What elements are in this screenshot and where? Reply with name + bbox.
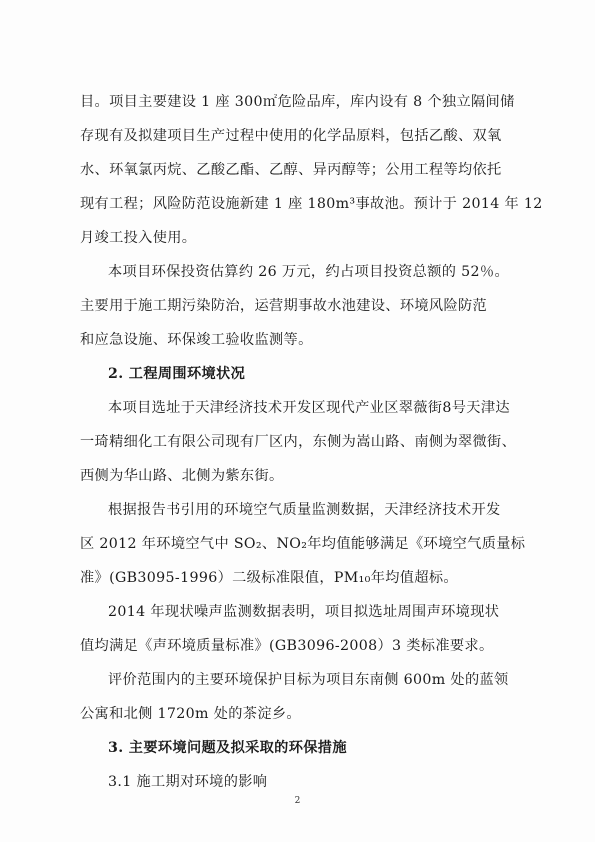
paragraph-line: 存现有及拟建项目生产过程中使用的化学品原料，包括乙酸、双氧 — [80, 128, 502, 144]
paragraph-line: 根据报告书引用的环境空气质量监测数据，天津经济技术开发 — [108, 502, 501, 518]
paragraph-line: 水、环氧氯丙烷、乙酸乙酯、乙醇、异丙醇等；公用工程等均依托 — [80, 162, 502, 178]
paragraph-line: 公寓和北侧 1720m 处的茶淀乡。 — [80, 706, 301, 722]
paragraph-line: 2014 年现状噪声监测数据表明，项目拟选址周围声环境现状 — [108, 604, 500, 620]
paragraph-line: 西侧为华山路、北侧为紫东街。 — [80, 468, 284, 484]
paragraph-line: 评价范围内的主要环境保护目标为项目东南侧 600m 处的蓝领 — [108, 672, 509, 688]
section-heading: 3. 主要环境问题及拟采取的环保措施 — [108, 740, 347, 756]
section-heading: 2. 工程周围环境状况 — [108, 366, 246, 382]
paragraph-line: 目。项目主要建设 1 座 300㎡危险品库，库内设有 8 个独立隔间储 — [80, 94, 515, 110]
paragraph-line: 现有工程；风险防范设施新建 1 座 180m³事故池。预计于 2014 年 12 — [80, 196, 543, 212]
page-number: 2 — [294, 796, 301, 806]
subsection-heading: 3.1 施工期对环境的影响 — [108, 774, 268, 790]
paragraph-line: 月竣工投入使用。 — [80, 230, 197, 246]
paragraph-line: 区 2012 年环境空气中 SO₂、NO₂年均值能够满足《环境空气质量标 — [80, 536, 526, 552]
paragraph-line: 本项目选址于天津经济技术开发区现代产业区翠薇街8号天津达 — [108, 400, 510, 416]
paragraph-line: 一琦精细化工有限公司现有厂区内，东侧为嵩山路、南侧为翠微街、 — [80, 434, 517, 450]
paragraph-line: 本项目环保投资估算约 26 万元，约占项目投资总额的 52％。 — [108, 264, 509, 280]
paragraph-line: 主要用于施工期污染防治，运营期事故水池建设、环境风险防范 — [80, 298, 488, 314]
paragraph-line: 值均满足《声环境质量标准》(GB3096-2008）3 类标准要求。 — [80, 638, 494, 654]
paragraph-line: 和应急设施、环保竣工验收监测等。 — [80, 332, 313, 348]
paragraph-line: 准》(GB3095-1996）二级标准限值，PM₁₀年均值超标。 — [80, 570, 458, 586]
